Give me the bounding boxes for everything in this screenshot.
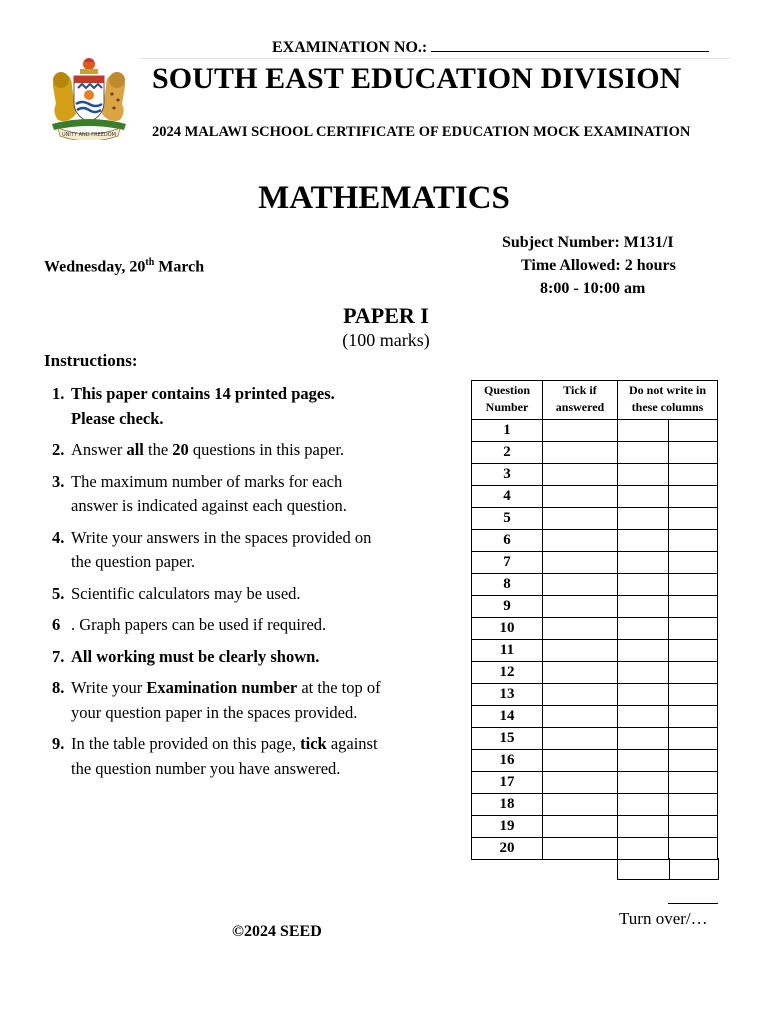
examiner-cell bbox=[669, 530, 718, 552]
table-row bbox=[472, 618, 718, 640]
instruction-text bbox=[71, 676, 382, 725]
instruction-item bbox=[52, 470, 382, 519]
examiner-cell bbox=[669, 618, 718, 640]
instruction-text-part: against the question number you have answered. bbox=[71, 734, 378, 778]
question-number-cell: 19 bbox=[472, 816, 543, 838]
instruction-number: 6 bbox=[52, 615, 61, 634]
instruction-text-part: questions in this paper. bbox=[188, 440, 345, 459]
instruction-text-part: tick bbox=[300, 734, 327, 753]
table-row bbox=[472, 420, 718, 442]
instruction-text-part: . Graph papers can be used if required. bbox=[71, 615, 327, 634]
instruction-text-part: all bbox=[126, 440, 144, 459]
instruction-number: 2. bbox=[52, 440, 65, 459]
instruction-item bbox=[52, 382, 382, 431]
examiner-cell bbox=[669, 816, 718, 838]
tick-cell[interactable] bbox=[543, 618, 618, 640]
table-row bbox=[472, 794, 718, 816]
table-row bbox=[472, 728, 718, 750]
instruction-text-part: This paper contains 14 printed pages. Please check. bbox=[71, 384, 335, 428]
examiner-cell bbox=[669, 574, 718, 596]
table-row bbox=[472, 838, 718, 860]
examiner-cell bbox=[669, 508, 718, 530]
instruction-item bbox=[52, 645, 382, 670]
question-number-cell: 11 bbox=[472, 640, 543, 662]
question-number-cell: 8 bbox=[472, 574, 543, 596]
instruction-item bbox=[52, 676, 382, 725]
instruction-text-part: In the table provided on this page, bbox=[71, 734, 301, 753]
examiner-cell bbox=[618, 420, 669, 442]
table-row bbox=[472, 772, 718, 794]
tick-cell[interactable] bbox=[543, 530, 618, 552]
tick-cell[interactable] bbox=[543, 508, 618, 530]
exam-date: Wednesday, 20th March bbox=[44, 257, 205, 276]
tick-cell[interactable] bbox=[543, 464, 618, 486]
instruction-text bbox=[71, 732, 382, 781]
instruction-number: 1. bbox=[52, 384, 65, 403]
examiner-cell bbox=[618, 574, 669, 596]
tick-cell[interactable] bbox=[543, 750, 618, 772]
examiner-cell bbox=[669, 794, 718, 816]
examiner-cell bbox=[669, 684, 718, 706]
instruction-text-part: Write your bbox=[71, 678, 147, 697]
examiner-cell bbox=[618, 662, 669, 684]
instruction-item bbox=[52, 582, 382, 607]
question-number-cell: 14 bbox=[472, 706, 543, 728]
instruction-item bbox=[52, 732, 382, 781]
paper-marks: (100 marks) bbox=[342, 330, 430, 350]
examiner-cell bbox=[618, 728, 669, 750]
header-tick-if-answered: Tick if answered bbox=[543, 381, 618, 420]
time-allowed: Time Allowed: 2 hours bbox=[521, 257, 676, 274]
tick-cell[interactable] bbox=[543, 420, 618, 442]
question-tick-table bbox=[471, 380, 718, 860]
table-row bbox=[472, 750, 718, 772]
examination-number-label: EXAMINATION NO.: bbox=[272, 39, 428, 56]
examiner-cell bbox=[618, 794, 669, 816]
examiner-cell bbox=[669, 596, 718, 618]
table-row bbox=[472, 596, 718, 618]
question-number-cell: 7 bbox=[472, 552, 543, 574]
examiner-cell bbox=[669, 464, 718, 486]
question-number-cell: 20 bbox=[472, 838, 543, 860]
paper-title: PAPER I bbox=[343, 303, 429, 328]
tick-cell[interactable] bbox=[543, 728, 618, 750]
examiner-cell bbox=[669, 486, 718, 508]
question-number-cell: 13 bbox=[472, 684, 543, 706]
examiner-cell bbox=[618, 750, 669, 772]
table-row bbox=[472, 464, 718, 486]
tick-cell[interactable] bbox=[543, 574, 618, 596]
examiner-cell bbox=[669, 640, 718, 662]
question-number-cell: 5 bbox=[472, 508, 543, 530]
header-do-not-write: Do not write in these columns bbox=[618, 381, 718, 420]
tick-cell[interactable] bbox=[543, 662, 618, 684]
instruction-text-part: 20 bbox=[172, 440, 189, 459]
examination-number-field bbox=[272, 37, 709, 57]
examination-number-blank[interactable] bbox=[431, 37, 709, 52]
instruction-item bbox=[52, 613, 382, 638]
table-header-row bbox=[472, 381, 718, 420]
question-number-cell: 4 bbox=[472, 486, 543, 508]
examiner-cell bbox=[618, 508, 669, 530]
instructions-list bbox=[52, 382, 382, 788]
examiner-cell bbox=[618, 684, 669, 706]
instruction-text-part: the bbox=[143, 440, 173, 459]
question-number-cell: 16 bbox=[472, 750, 543, 772]
table-row bbox=[472, 706, 718, 728]
question-number-cell: 12 bbox=[472, 662, 543, 684]
tick-cell[interactable] bbox=[543, 596, 618, 618]
instructions-title: Instructions: bbox=[44, 351, 138, 370]
examiner-cell bbox=[669, 772, 718, 794]
examiner-cell bbox=[669, 838, 718, 860]
examiner-cell bbox=[669, 420, 718, 442]
tick-cell[interactable] bbox=[543, 706, 618, 728]
question-number-cell: 3 bbox=[472, 464, 543, 486]
tick-cell[interactable] bbox=[543, 684, 618, 706]
instruction-text bbox=[71, 582, 301, 607]
instruction-number: 5. bbox=[52, 583, 65, 603]
examiner-cell bbox=[669, 442, 718, 464]
examiner-cell bbox=[669, 706, 718, 728]
table-extra-row bbox=[617, 858, 719, 880]
examiner-cell bbox=[618, 464, 669, 486]
question-number-cell: 18 bbox=[472, 794, 543, 816]
table-row bbox=[472, 530, 718, 552]
tick-cell[interactable] bbox=[543, 552, 618, 574]
header-question-number: Question Number bbox=[472, 381, 543, 420]
table-row bbox=[472, 552, 718, 574]
question-number-cell: 15 bbox=[472, 728, 543, 750]
instruction-text bbox=[71, 645, 319, 670]
division-title: SOUTH EAST EDUCATION DIVISION bbox=[152, 62, 682, 95]
question-number-cell: 9 bbox=[472, 596, 543, 618]
tick-cell[interactable] bbox=[543, 816, 618, 838]
header-divider bbox=[140, 58, 730, 59]
question-number-cell: 10 bbox=[472, 618, 543, 640]
examiner-cell bbox=[618, 772, 669, 794]
instruction-number: 3. bbox=[52, 471, 65, 491]
question-number-cell: 6 bbox=[472, 530, 543, 552]
malawi-coat-of-arms-icon bbox=[46, 54, 132, 140]
table-row bbox=[472, 662, 718, 684]
examiner-cell bbox=[669, 750, 718, 772]
instruction-number: 7. bbox=[52, 646, 65, 666]
instruction-text-part: at the top of your question paper in the spaces provided. bbox=[71, 678, 381, 722]
turn-over-rule bbox=[668, 903, 718, 904]
table-row bbox=[472, 640, 718, 662]
examiner-cell bbox=[618, 530, 669, 552]
instruction-text bbox=[71, 438, 344, 463]
instruction-item bbox=[52, 526, 382, 575]
examiner-cell bbox=[618, 618, 669, 640]
instruction-text-part: Examination number bbox=[146, 678, 298, 697]
table-row bbox=[472, 684, 718, 706]
examiner-cell bbox=[618, 486, 669, 508]
table-row bbox=[472, 442, 718, 464]
instruction-text bbox=[71, 526, 382, 575]
instruction-number: 4. bbox=[52, 527, 65, 547]
question-number-cell: 2 bbox=[472, 442, 543, 464]
subject-number: Subject Number: M131/I bbox=[502, 234, 674, 251]
instruction-text-part: All working must be clearly shown. bbox=[71, 646, 320, 666]
examiner-cell bbox=[618, 640, 669, 662]
instruction-text bbox=[71, 613, 326, 638]
tick-cell[interactable] bbox=[543, 486, 618, 508]
date-superscript: th bbox=[145, 257, 155, 268]
instruction-text-part: Answer bbox=[71, 440, 127, 459]
subject-title: MATHEMATICS bbox=[258, 180, 510, 216]
tick-cell[interactable] bbox=[543, 794, 618, 816]
examiner-cell bbox=[618, 838, 669, 860]
table-row bbox=[472, 486, 718, 508]
question-number-cell: 17 bbox=[472, 772, 543, 794]
examiner-cell bbox=[669, 728, 718, 750]
instruction-item bbox=[52, 438, 382, 463]
time-range: 8:00 - 10:00 am bbox=[540, 280, 646, 297]
instruction-number: 9. bbox=[52, 734, 65, 753]
table-row bbox=[472, 816, 718, 838]
tick-cell[interactable] bbox=[543, 442, 618, 464]
examiner-cell bbox=[618, 552, 669, 574]
tick-cell[interactable] bbox=[543, 640, 618, 662]
table-row bbox=[472, 574, 718, 596]
exam-title: 2024 MALAWI SCHOOL CERTIFICATE OF EDUCATION MOCK EXAMINATION bbox=[152, 124, 691, 140]
instruction-number: 8. bbox=[52, 678, 65, 697]
instruction-text-part: Scientific calculators may be used. bbox=[71, 583, 301, 603]
examiner-cell bbox=[669, 552, 718, 574]
tick-cell[interactable] bbox=[543, 772, 618, 794]
question-number-cell: 1 bbox=[472, 420, 543, 442]
turn-over-text: Turn over/… bbox=[619, 909, 708, 928]
examiner-cell bbox=[669, 662, 718, 684]
instruction-text-part: The maximum number of marks for each answer is indicated against each question. bbox=[71, 471, 347, 515]
examiner-cell bbox=[618, 706, 669, 728]
examiner-cell bbox=[618, 442, 669, 464]
table-row bbox=[472, 508, 718, 530]
crest-motto: UNITY AND FREEDOM bbox=[62, 132, 116, 138]
tick-cell[interactable] bbox=[543, 838, 618, 860]
instruction-text bbox=[71, 382, 382, 431]
instruction-text bbox=[71, 470, 382, 519]
examiner-cell bbox=[618, 596, 669, 618]
instruction-text-part: Write your answers in the spaces provided on the question paper. bbox=[71, 527, 372, 571]
examiner-cell bbox=[618, 816, 669, 838]
copyright: ©2024 SEED bbox=[232, 923, 322, 940]
